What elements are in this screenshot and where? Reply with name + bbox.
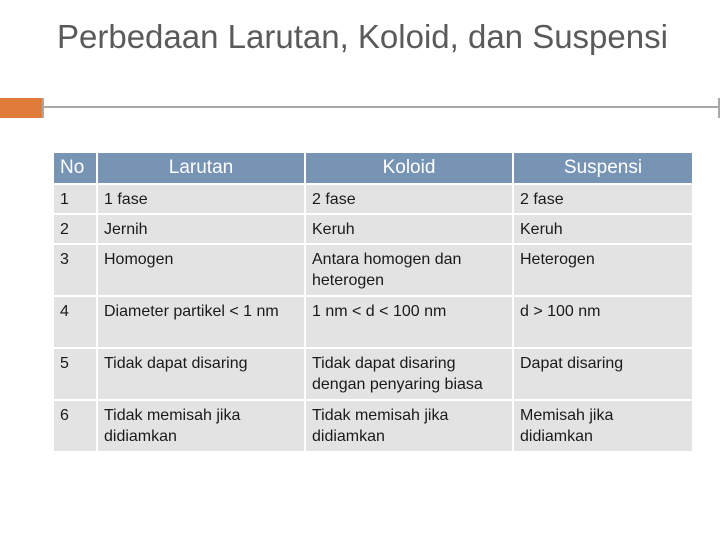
- table-row: [54, 349, 692, 399]
- cell-suspensi: d > 100 nm: [514, 297, 692, 347]
- cell-suspensi: Keruh: [514, 215, 692, 243]
- cell-no: 3: [54, 245, 96, 295]
- header-koloid: Koloid: [306, 153, 512, 183]
- cell-larutan: Tidak dapat disaring: [98, 349, 304, 399]
- cell-koloid: 1 nm < d < 100 nm: [306, 297, 512, 347]
- header-suspensi: Suspensi: [514, 153, 692, 183]
- table-row: [54, 401, 692, 451]
- title-divider-tick-left: [42, 98, 44, 118]
- title-divider-line: [42, 106, 720, 108]
- header-larutan: Larutan: [98, 153, 304, 183]
- comparison-table: [52, 151, 694, 453]
- cell-larutan: Homogen: [98, 245, 304, 295]
- header-no: No: [54, 153, 96, 183]
- cell-koloid: Keruh: [306, 215, 512, 243]
- cell-koloid: Tidak memisah jika didiamkan: [306, 401, 512, 451]
- cell-koloid: Tidak dapat disaring dengan penyaring biasa: [306, 349, 512, 399]
- cell-suspensi: Heterogen: [514, 245, 692, 295]
- title-accent-bar: [0, 98, 42, 118]
- slide-title: Perbedaan Larutan, Koloid, dan Suspensi: [57, 18, 668, 55]
- cell-no: 2: [54, 215, 96, 243]
- cell-suspensi: Memisah jika didiamkan: [514, 401, 692, 451]
- table-row: [54, 245, 692, 295]
- cell-koloid: Antara homogen dan heterogen: [306, 245, 512, 295]
- cell-larutan: Tidak memisah jika didiamkan: [98, 401, 304, 451]
- cell-suspensi: 2 fase: [514, 185, 692, 213]
- cell-no: 6: [54, 401, 96, 451]
- cell-larutan: 1 fase: [98, 185, 304, 213]
- cell-no: 5: [54, 349, 96, 399]
- cell-suspensi: Dapat disaring: [514, 349, 692, 399]
- cell-larutan: Diameter partikel < 1 nm: [98, 297, 304, 347]
- table-row: [54, 215, 692, 243]
- cell-larutan: Jernih: [98, 215, 304, 243]
- table-row: [54, 185, 692, 213]
- cell-no: 1: [54, 185, 96, 213]
- table-row: [54, 297, 692, 347]
- cell-koloid: 2 fase: [306, 185, 512, 213]
- cell-no: 4: [54, 297, 96, 347]
- table-header-row: [54, 153, 692, 183]
